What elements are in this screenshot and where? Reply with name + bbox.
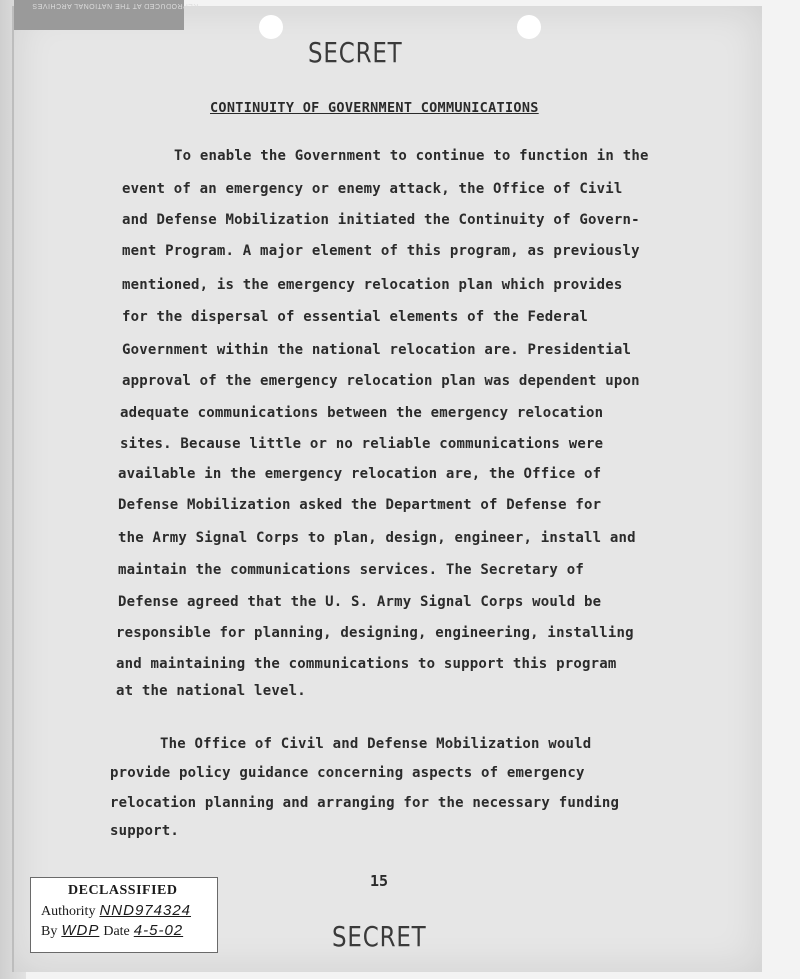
paragraph-1-line: event of an emergency or enemy attack, the Office of Civil <box>122 181 623 197</box>
paragraph-1-line: for the dispersal of essential elements of the Federal <box>122 309 588 325</box>
archive-stamp-strip <box>14 0 199 30</box>
by-value: WDP <box>61 922 100 939</box>
paragraph-1-line: Defense Mobilization asked the Department of Defense for <box>118 497 602 513</box>
paragraph-1-line: Defense agreed that the U. S. Army Signal Corps would be <box>118 594 602 610</box>
paragraph-2-line: The Office of Civil and Defense Mobilization would <box>160 736 592 752</box>
paragraph-1-line: responsible for planning, designing, engineering, installing <box>116 625 634 641</box>
document-title: CONTINUITY OF GOVERNMENT COMMUNICATIONS <box>210 100 539 116</box>
authority-label: Authority <box>41 904 96 919</box>
date-value: 4-5-02 <box>133 922 184 939</box>
declassification-stamp <box>30 877 218 953</box>
punch-hole-right <box>517 15 541 39</box>
paragraph-1-line: available in the emergency relocation are, the Office of <box>118 466 602 482</box>
paragraph-1-line: and maintaining the communications to support this program <box>116 656 617 672</box>
archive-stamp-text: REPRODUCED AT THE NATIONAL ARCHIVES <box>32 2 199 9</box>
paragraph-2-line: provide policy guidance concerning aspects of emergency <box>110 765 585 781</box>
declassification-authority-row <box>41 902 191 920</box>
paragraph-1-line: ment Program. A major element of this program, as previously <box>122 243 640 259</box>
date-label: Date <box>103 924 130 939</box>
paragraph-1-line: the Army Signal Corps to plan, design, engineer, install and <box>118 530 636 546</box>
paragraph-1-line: adequate communications between the emergency relocation <box>120 405 604 421</box>
declassification-heading: DECLASSIFIED <box>68 883 178 898</box>
paragraph-1-line: and Defense Mobilization initiated the Continuity of Govern- <box>122 212 640 228</box>
classification-marking-top: SECRET <box>308 36 403 69</box>
declassification-by-row <box>41 922 183 940</box>
punch-hole-left <box>259 15 283 39</box>
paragraph-1-line: approval of the emergency relocation plan was dependent upon <box>122 373 640 389</box>
paragraph-2-line: support. <box>110 823 180 839</box>
by-label: By <box>41 924 58 939</box>
paragraph-1-line: maintain the communications services. The Secretary of <box>118 562 584 578</box>
paragraph-1-line: Government within the national relocation are. Presidential <box>122 342 632 358</box>
paragraph-2-line: relocation planning and arranging for the necessary funding <box>110 795 620 811</box>
paragraph-1-line: sites. Because little or no reliable communications were <box>120 436 604 452</box>
paragraph-1-line: at the national level. <box>116 683 306 699</box>
authority-value: NND974324 <box>99 902 192 919</box>
paragraph-1-line: mentioned, is the emergency relocation plan which provides <box>122 277 623 293</box>
paragraph-1-line: To enable the Government to continue to function in the <box>174 148 649 164</box>
classification-marking-bottom: SECRET <box>332 920 427 953</box>
page-number: 15 <box>370 872 389 890</box>
